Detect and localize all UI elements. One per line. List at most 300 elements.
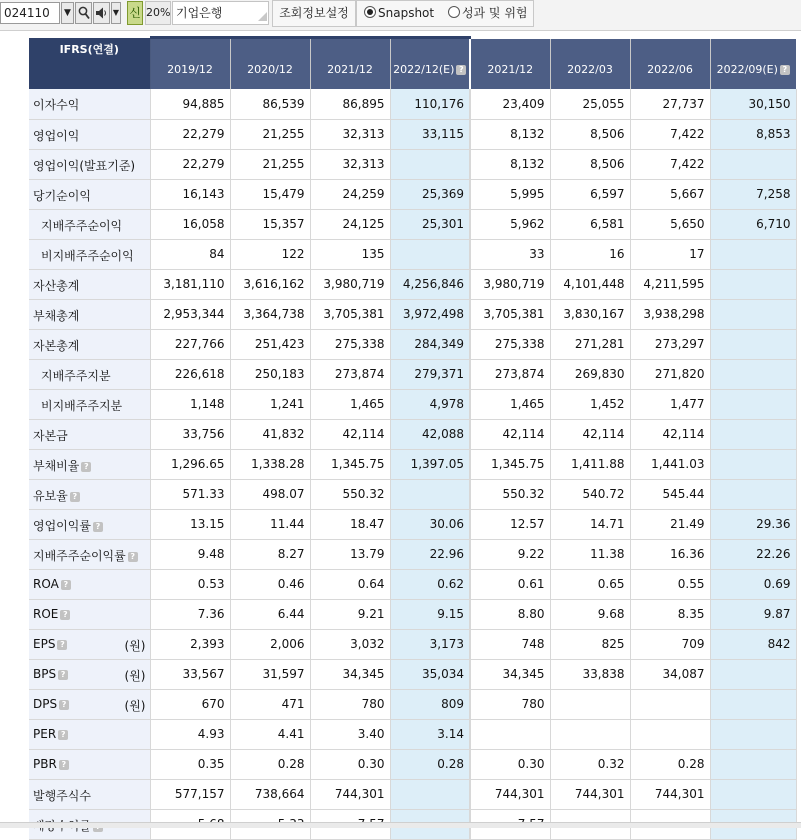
value-cell [630, 689, 710, 719]
row-label-text: EPS [33, 636, 56, 651]
row-label [29, 749, 150, 779]
resize-grip-icon [258, 12, 267, 21]
value-cell [470, 719, 550, 749]
value-cell: 842 [710, 629, 796, 659]
value-cell: 545.44 [630, 479, 710, 509]
value-cell: 1,296.65 [150, 449, 230, 479]
period-header [310, 38, 390, 90]
value-cell: 226,618 [150, 359, 230, 389]
value-cell: 0.28 [390, 749, 470, 779]
table-row [29, 719, 796, 749]
value-cell: 9.87 [710, 599, 796, 629]
value-cell: 1,345.75 [470, 449, 550, 479]
value-cell [710, 689, 796, 719]
help-icon[interactable]: ? [61, 580, 71, 590]
row-label-text: 지배주주순이익률 [33, 548, 126, 563]
help-icon[interactable]: ? [59, 760, 69, 770]
row-label-text: 지배주주지분 [41, 368, 111, 383]
table-row [29, 179, 796, 209]
value-cell: 16,058 [150, 209, 230, 239]
value-cell: 41,832 [230, 419, 310, 449]
table-row [29, 659, 796, 689]
value-cell: 273,297 [630, 329, 710, 359]
row-label [29, 689, 150, 719]
row-label [29, 779, 150, 809]
value-cell: 0.35 [150, 749, 230, 779]
value-cell: 9.21 [310, 599, 390, 629]
help-icon[interactable]: ? [81, 462, 91, 472]
unit-label: (원) [124, 638, 146, 653]
period-label: 2022/12(E) [393, 62, 455, 76]
value-cell: 1,241 [230, 389, 310, 419]
value-cell: 7,258 [710, 179, 796, 209]
value-cell: 3,032 [310, 629, 390, 659]
period-header [710, 38, 796, 90]
row-label-text: PBR [33, 756, 57, 771]
value-cell: 12.57 [470, 509, 550, 539]
value-cell [710, 449, 796, 479]
value-cell: 0.32 [550, 749, 630, 779]
value-cell: 33,115 [390, 119, 470, 149]
value-cell: 31,597 [230, 659, 310, 689]
value-cell [550, 719, 630, 749]
value-cell: 21,255 [230, 149, 310, 179]
value-cell: 251,423 [230, 329, 310, 359]
value-cell: 9.48 [150, 539, 230, 569]
value-cell: 86,895 [310, 89, 390, 119]
value-cell [710, 749, 796, 779]
help-icon[interactable]: ? [59, 700, 69, 710]
value-cell: 4,978 [390, 389, 470, 419]
period-label: 2021/12 [327, 62, 373, 76]
value-cell [710, 239, 796, 269]
value-cell [710, 659, 796, 689]
value-cell: 27,737 [630, 89, 710, 119]
table-body [29, 89, 796, 839]
table-row [29, 749, 796, 779]
value-cell: 24,125 [310, 209, 390, 239]
value-cell: 6,597 [550, 179, 630, 209]
row-label [29, 389, 150, 419]
help-icon[interactable]: ? [57, 640, 67, 650]
help-icon[interactable]: ? [60, 610, 70, 620]
table-row [29, 509, 796, 539]
table-row [29, 779, 796, 809]
value-cell: 33 [470, 239, 550, 269]
row-label-text: 부채총계 [33, 308, 80, 323]
value-cell: 1,477 [630, 389, 710, 419]
view-mode-radio-group [356, 0, 534, 27]
value-cell: 1,452 [550, 389, 630, 419]
company-name-field[interactable]: 기업은행 [172, 1, 269, 25]
value-cell: 24,259 [310, 179, 390, 209]
table-row [29, 89, 796, 119]
value-cell: 273,874 [310, 359, 390, 389]
value-cell: 744,301 [310, 779, 390, 809]
value-cell: 17 [630, 239, 710, 269]
row-label [29, 719, 150, 749]
row-label-text: 비지배주주순이익 [41, 248, 134, 263]
radio-performance-label: 성과 및 위험 [461, 6, 528, 20]
value-cell: 4.93 [150, 719, 230, 749]
value-cell: 550.32 [310, 479, 390, 509]
value-cell [390, 779, 470, 809]
value-cell: 780 [310, 689, 390, 719]
value-cell: 8,132 [470, 149, 550, 179]
period-header [150, 38, 230, 90]
value-cell: 9.15 [390, 599, 470, 629]
value-cell: 0.64 [310, 569, 390, 599]
value-cell: 0.65 [550, 569, 630, 599]
period-header [550, 38, 630, 90]
radio-snapshot[interactable] [364, 1, 434, 26]
value-cell: 18.47 [310, 509, 390, 539]
table-row [29, 629, 796, 659]
value-cell: 1,465 [310, 389, 390, 419]
value-cell [710, 269, 796, 299]
help-icon[interactable]: ? [93, 522, 103, 532]
value-cell: 3,705,381 [310, 299, 390, 329]
speaker-icon [95, 6, 108, 20]
value-cell: 709 [630, 629, 710, 659]
row-label-text: 영업이익 [33, 128, 80, 143]
value-cell: 30,150 [710, 89, 796, 119]
value-cell: 94,885 [150, 89, 230, 119]
value-cell: 271,281 [550, 329, 630, 359]
value-cell: 250,183 [230, 359, 310, 389]
value-cell: 3.40 [310, 719, 390, 749]
value-cell: 1,345.75 [310, 449, 390, 479]
value-cell: 3,980,719 [310, 269, 390, 299]
value-cell: 744,301 [630, 779, 710, 809]
row-label-text: DPS [33, 696, 58, 711]
table-row [29, 419, 796, 449]
unit-label: (원) [124, 698, 146, 713]
value-cell: 8.80 [470, 599, 550, 629]
value-cell: 0.61 [470, 569, 550, 599]
shin-button[interactable]: 신 [127, 1, 143, 25]
value-cell: 8,506 [550, 119, 630, 149]
period-header [390, 38, 470, 90]
value-cell: 3,830,167 [550, 299, 630, 329]
row-label-text: 유보율 [33, 488, 68, 503]
value-cell: 22,279 [150, 149, 230, 179]
value-cell [710, 329, 796, 359]
value-cell: 279,371 [390, 359, 470, 389]
row-label-text: 이자수익 [33, 98, 80, 112]
value-cell: 32,313 [310, 149, 390, 179]
table-row [29, 269, 796, 299]
value-cell: 86,539 [230, 89, 310, 119]
value-cell: 122 [230, 239, 310, 269]
percent-badge: 20% [145, 1, 171, 25]
unit-label: (원) [124, 668, 146, 683]
value-cell: 2,953,344 [150, 299, 230, 329]
row-label-text: 부채비율 [33, 458, 80, 473]
value-cell: 227,766 [150, 329, 230, 359]
value-cell: 16 [550, 239, 630, 269]
help-icon[interactable]: ? [70, 492, 80, 502]
value-cell: 275,338 [310, 329, 390, 359]
row-label [29, 659, 150, 689]
table-row [29, 599, 796, 629]
value-cell: 3,616,162 [230, 269, 310, 299]
value-cell: 275,338 [470, 329, 550, 359]
value-cell: 0.28 [630, 749, 710, 779]
value-cell: 8,853 [710, 119, 796, 149]
value-cell: 5,962 [470, 209, 550, 239]
row-label [29, 629, 150, 659]
value-cell [710, 779, 796, 809]
value-cell: 11.44 [230, 509, 310, 539]
value-cell: 7.36 [150, 599, 230, 629]
value-cell: 5,995 [470, 179, 550, 209]
row-label [29, 479, 150, 509]
value-cell: 11.38 [550, 539, 630, 569]
stock-code-dropdown[interactable]: ▼ [61, 2, 74, 24]
table-row [29, 389, 796, 419]
value-cell: 25,369 [390, 179, 470, 209]
row-label-text: 영업이익률 [33, 518, 91, 533]
table-row [29, 209, 796, 239]
table-row [29, 329, 796, 359]
value-cell: 1,411.88 [550, 449, 630, 479]
period-label: 2021/12 [487, 62, 534, 76]
row-label [29, 239, 150, 269]
value-cell: 271,820 [630, 359, 710, 389]
value-cell: 3,938,298 [630, 299, 710, 329]
value-cell: 42,114 [470, 419, 550, 449]
value-cell: 25,055 [550, 89, 630, 119]
value-cell: 7,422 [630, 149, 710, 179]
value-cell: 809 [390, 689, 470, 719]
speaker-button[interactable] [93, 2, 110, 24]
value-cell: 16.36 [630, 539, 710, 569]
speaker-dropdown[interactable]: ▼ [111, 2, 121, 24]
row-label [29, 89, 150, 119]
search-icon [78, 6, 90, 20]
value-cell: 25,301 [390, 209, 470, 239]
value-cell [710, 419, 796, 449]
row-label [29, 119, 150, 149]
value-cell: 1,397.05 [390, 449, 470, 479]
value-cell: 22,279 [150, 119, 230, 149]
table-row [29, 299, 796, 329]
value-cell: 748 [470, 629, 550, 659]
period-label: 2022/06 [647, 62, 693, 76]
value-cell: 8.35 [630, 599, 710, 629]
value-cell [550, 689, 630, 719]
period-label: 2022/09(E) [716, 62, 778, 76]
value-cell: 42,114 [310, 419, 390, 449]
radio-unselected-icon [448, 6, 460, 18]
row-label-text: 비지배주주지분 [41, 398, 123, 413]
value-cell: 34,345 [310, 659, 390, 689]
value-cell: 471 [230, 689, 310, 719]
value-cell [390, 239, 470, 269]
help-icon[interactable]: ? [780, 65, 790, 75]
row-label [29, 149, 150, 179]
table-row [29, 149, 796, 179]
row-label [29, 539, 150, 569]
value-cell: 2,393 [150, 629, 230, 659]
value-cell [710, 359, 796, 389]
row-label-text: 발행주식수 [33, 788, 91, 803]
value-cell: 0.30 [470, 749, 550, 779]
row-label [29, 209, 150, 239]
value-cell: 825 [550, 629, 630, 659]
value-cell: 577,157 [150, 779, 230, 809]
value-cell: 4,101,448 [550, 269, 630, 299]
value-cell: 744,301 [470, 779, 550, 809]
radio-performance-risk[interactable] [448, 1, 528, 26]
value-cell: 3,173 [390, 629, 470, 659]
period-label: 2022/03 [567, 62, 613, 76]
stock-code-input[interactable]: 024110 [0, 2, 60, 24]
value-cell: 7,422 [630, 119, 710, 149]
value-cell: 284,349 [390, 329, 470, 359]
value-cell: 1,441.03 [630, 449, 710, 479]
value-cell: 0.30 [310, 749, 390, 779]
value-cell [710, 479, 796, 509]
period-label: 2019/12 [167, 62, 213, 76]
value-cell: 0.28 [230, 749, 310, 779]
table-row [29, 359, 796, 389]
value-cell: 30.06 [390, 509, 470, 539]
row-label [29, 329, 150, 359]
value-cell: 8,132 [470, 119, 550, 149]
value-cell: 1,148 [150, 389, 230, 419]
help-icon[interactable]: ? [128, 552, 138, 562]
value-cell: 23,409 [470, 89, 550, 119]
value-cell: 9.68 [550, 599, 630, 629]
value-cell: 4,256,846 [390, 269, 470, 299]
value-cell: 33,838 [550, 659, 630, 689]
search-button[interactable] [75, 2, 92, 24]
value-cell: 34,087 [630, 659, 710, 689]
value-cell: 21.49 [630, 509, 710, 539]
row-label-text: 자본금 [33, 428, 68, 443]
table-row [29, 119, 796, 149]
value-cell: 21,255 [230, 119, 310, 149]
value-cell: 3,980,719 [470, 269, 550, 299]
horizontal-scrollbar[interactable] [0, 822, 801, 828]
value-cell: 110,176 [390, 89, 470, 119]
financial-summary-table-container[interactable] [29, 36, 796, 822]
toolbar [0, 0, 801, 31]
row-label-text: 자산총계 [33, 278, 80, 293]
value-cell: 42,088 [390, 419, 470, 449]
help-icon[interactable]: ? [58, 670, 68, 680]
value-cell: 6.44 [230, 599, 310, 629]
value-cell: 498.07 [230, 479, 310, 509]
value-cell: 0.62 [390, 569, 470, 599]
table-row [29, 689, 796, 719]
row-label-text: ROA [33, 576, 59, 591]
value-cell: 3,181,110 [150, 269, 230, 299]
value-cell: 16,143 [150, 179, 230, 209]
value-cell: 0.46 [230, 569, 310, 599]
value-cell: 0.55 [630, 569, 710, 599]
value-cell: 9.22 [470, 539, 550, 569]
row-label [29, 179, 150, 209]
row-label-text: ROE [33, 606, 59, 621]
ifrs-corner-header: IFRS(연결) [29, 38, 150, 90]
table-row [29, 569, 796, 599]
value-cell: 5,650 [630, 209, 710, 239]
value-cell: 15,357 [230, 209, 310, 239]
value-cell: 84 [150, 239, 230, 269]
help-icon[interactable]: ? [58, 730, 68, 740]
row-label [29, 269, 150, 299]
row-label [29, 299, 150, 329]
value-cell: 3,705,381 [470, 299, 550, 329]
row-label-text: PER [33, 726, 57, 741]
value-cell: 4.41 [230, 719, 310, 749]
value-cell: 670 [150, 689, 230, 719]
value-cell: 550.32 [470, 479, 550, 509]
value-cell: 13.15 [150, 509, 230, 539]
value-cell: 33,567 [150, 659, 230, 689]
row-label-text: BPS [33, 666, 57, 681]
query-settings-button[interactable]: 조회정보설정 [272, 0, 356, 27]
period-header [470, 38, 550, 90]
value-cell: 42,114 [630, 419, 710, 449]
value-cell: 15,479 [230, 179, 310, 209]
value-cell: 29.36 [710, 509, 796, 539]
table-row [29, 449, 796, 479]
value-cell: 32,313 [310, 119, 390, 149]
value-cell: 135 [310, 239, 390, 269]
value-cell [710, 389, 796, 419]
table-row [29, 539, 796, 569]
value-cell: 2,006 [230, 629, 310, 659]
row-label [29, 359, 150, 389]
value-cell: 8.27 [230, 539, 310, 569]
radio-selected-icon [364, 6, 376, 18]
value-cell: 22.26 [710, 539, 796, 569]
period-label: 2020/12 [247, 62, 293, 76]
value-cell: 34,345 [470, 659, 550, 689]
radio-snapshot-label: Snapshot [378, 6, 435, 20]
value-cell [710, 719, 796, 749]
value-cell: 4,211,595 [630, 269, 710, 299]
value-cell: 0.69 [710, 569, 796, 599]
row-label [29, 509, 150, 539]
value-cell: 22.96 [390, 539, 470, 569]
value-cell: 744,301 [550, 779, 630, 809]
period-header [630, 38, 710, 90]
value-cell [390, 479, 470, 509]
value-cell: 1,338.28 [230, 449, 310, 479]
help-icon[interactable]: ? [456, 65, 466, 75]
row-label-text: 당기순이익 [33, 188, 91, 203]
value-cell: 6,581 [550, 209, 630, 239]
value-cell [630, 719, 710, 749]
value-cell: 35,034 [390, 659, 470, 689]
value-cell: 3,972,498 [390, 299, 470, 329]
row-label-text: 영업이익(발표기준) [33, 158, 136, 173]
value-cell: 33,756 [150, 419, 230, 449]
row-label-text: 지배주주순이익 [41, 218, 123, 233]
value-cell: 3.14 [390, 719, 470, 749]
value-cell: 3,364,738 [230, 299, 310, 329]
header-row [29, 38, 796, 90]
table-row [29, 239, 796, 269]
value-cell: 540.72 [550, 479, 630, 509]
value-cell: 738,664 [230, 779, 310, 809]
value-cell: 6,710 [710, 209, 796, 239]
